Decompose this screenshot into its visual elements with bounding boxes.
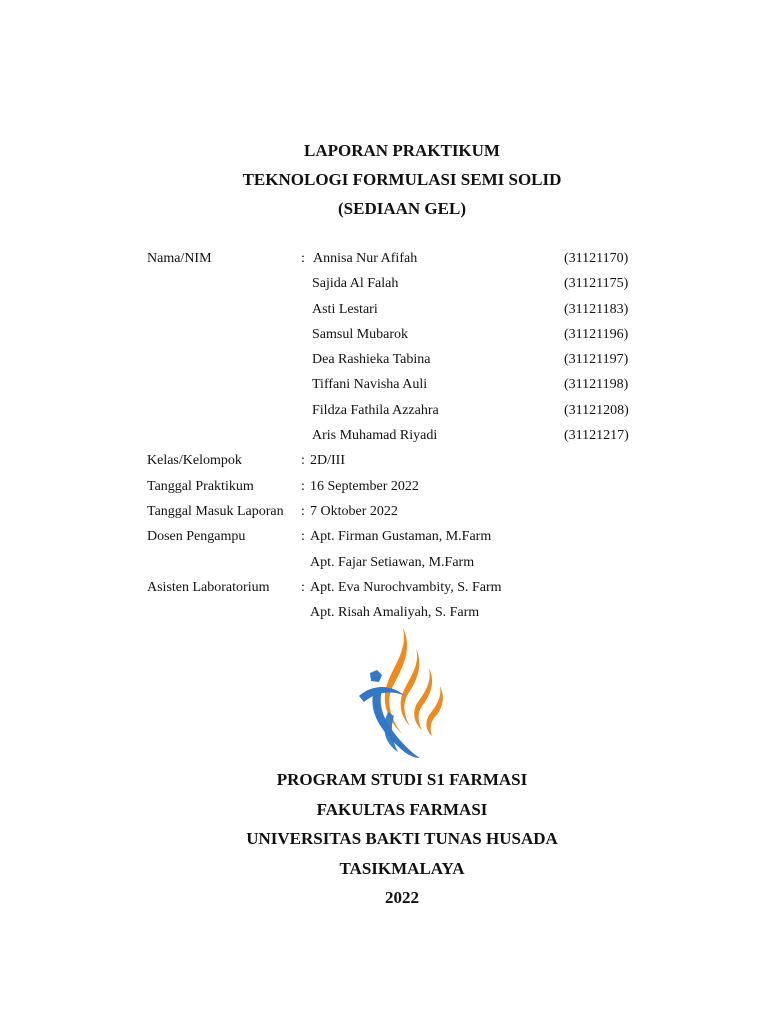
member-name: Asti Lestari — [312, 301, 378, 317]
member-row — [147, 349, 647, 374]
city: TASIKMALAYA — [339, 858, 465, 878]
separator-colon: : — [301, 529, 305, 545]
member-nim: (31121208) — [564, 402, 629, 418]
nama-nim-label: Nama/NIM — [147, 251, 212, 266]
separator-colon: : — [301, 478, 305, 494]
member-nim: (31121183) — [564, 301, 629, 317]
member-nim: (31121175) — [564, 276, 629, 292]
universitas: UNIVERSITAS BAKTI TUNAS HUSADA — [246, 829, 558, 848]
member-name: Sajida Al Falah — [312, 276, 399, 292]
asisten-name: Apt. Eva Nurochvambity, S. Farm — [310, 579, 502, 595]
asisten-name: Apt. Risah Amaliyah, S. Farm — [310, 605, 480, 621]
separator-colon: : — [301, 503, 305, 519]
program-studi: PROGRAM STUDI S1 FARMASI — [276, 770, 528, 789]
tanggal-praktikum-row — [147, 476, 647, 501]
member-name: Dea Rashieka Tabina — [312, 352, 431, 368]
dosen-row — [147, 552, 647, 577]
member-nim: (31121196) — [564, 326, 629, 342]
kelas-label: Kelas/Kelompok — [147, 453, 242, 469]
dosen-name: Apt. Firman Gustaman, M.Farm — [310, 529, 492, 545]
member-row — [147, 299, 647, 324]
member-nim: (31121170) — [564, 251, 629, 266]
separator-colon: : — [301, 251, 305, 266]
tanggal-masuk-label: Tanggal Masuk Laporan — [147, 503, 284, 519]
member-row — [147, 324, 647, 349]
asisten-row — [147, 577, 647, 602]
member-name: Aris Muhamad Riyadi — [312, 428, 438, 444]
member-row — [147, 273, 647, 298]
tanggal-masuk-value: 7 Oktober 2022 — [310, 503, 398, 519]
tanggal-praktikum-label: Tanggal Praktikum — [147, 478, 254, 494]
member-row — [147, 400, 647, 425]
tanggal-masuk-row — [147, 501, 647, 526]
member-nim: (31121198) — [564, 377, 629, 393]
separator-colon: : — [301, 453, 305, 469]
member-nim: (31121217) — [564, 428, 629, 444]
member-row — [147, 425, 647, 450]
member-name: Annisa Nur Afifah — [313, 251, 418, 266]
fakultas: FAKULTAS FARMASI — [316, 799, 488, 819]
institution-block — [0, 765, 768, 913]
year: 2022 — [385, 888, 419, 907]
member-row — [147, 374, 647, 399]
title-line-1: LAPORAN PRAKTIKUM — [304, 141, 500, 160]
asisten-label: Asisten Laboratorium — [147, 579, 270, 595]
kelas-row — [147, 450, 647, 475]
member-name: Tiffani Navisha Auli — [312, 377, 428, 393]
title-line-2: TEKNOLOGI FORMULASI SEMI SOLID — [242, 170, 562, 189]
member-name: Fildza Fathila Azzahra — [312, 402, 439, 418]
report-info-table — [147, 248, 647, 627]
kelas-value: 2D/III — [310, 453, 345, 469]
report-title — [0, 136, 768, 223]
separator-colon: : — [301, 579, 305, 595]
dosen-name: Apt. Fajar Setiawan, M.Farm — [310, 554, 475, 570]
university-flame-logo-icon — [350, 624, 450, 760]
dosen-row — [147, 526, 647, 551]
tanggal-praktikum-value: 16 September 2022 — [310, 478, 419, 494]
member-name: Samsul Mubarok — [312, 326, 409, 342]
member-nim: (31121197) — [564, 352, 629, 368]
title-line-3: (SEDIAAN GEL) — [338, 199, 466, 218]
member-row — [147, 248, 647, 273]
dosen-label: Dosen Pengampu — [147, 529, 246, 545]
